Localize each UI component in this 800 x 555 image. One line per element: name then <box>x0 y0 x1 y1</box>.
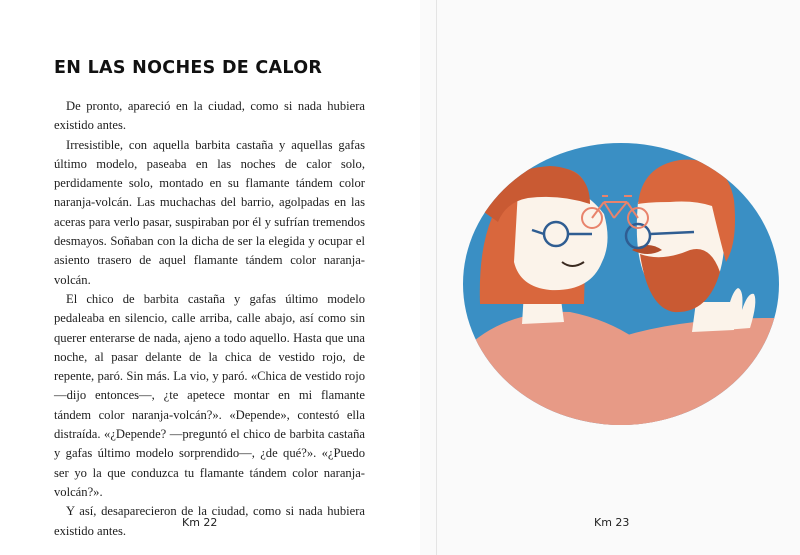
chapter-title: EN LAS NOCHES DE CALOR <box>54 58 323 78</box>
couple-tandem-illustration <box>462 142 780 427</box>
paragraph: Irresistible, con aquella barbita castaña y aquellas gafas último modelo, paseaba en las noches de calor solo, perdidamente solo, montado en su flamante tándem color naranja-volcán. Las muchachas del barrio, agolpadas en las aceras para verlo pasar, suspiraban por él y sufrían tremendos desmayos. Soñaban con la dicha de ser la elegida y ocupar el asiento trasero de aquel flamante tándem color naranja-volcán. <box>54 137 365 287</box>
paragraph: De pronto, apareció en la ciudad, como si nada hubiera existido antes. <box>54 99 365 133</box>
book-gutter <box>436 0 437 555</box>
page-number-right: Km 23 <box>594 516 630 529</box>
paragraph: El chico de barbita castaña y gafas último modelo pedaleaba en silencio, calle arriba, calle abajo, así como sin querer enterarse de nada, ajeno a todo aquello. Hasta que una noche, al pasar delante de la chica de vestido rojo, de repente, paró. Sin más. La vio, y paró. «Chica de vestido rojo —dijo entonces—, ¿te apetece montar en mi flamante tándem color naranja-volcán?». «Depende», contestó ella distraída. «¿Depende? —preguntó el chico de barbita castaña y gafas último modelo sorprendido—, ¿de qué?». «¿Puedo ser yo la que conduzca tu flamante tándem color naranja-volcán?». <box>54 291 365 499</box>
paragraph: Y así, desaparecieron de la ciudad, como si nada hubiera existido antes. <box>54 504 365 538</box>
page-number-left: Km 22 <box>182 516 218 529</box>
body-text <box>54 97 365 541</box>
